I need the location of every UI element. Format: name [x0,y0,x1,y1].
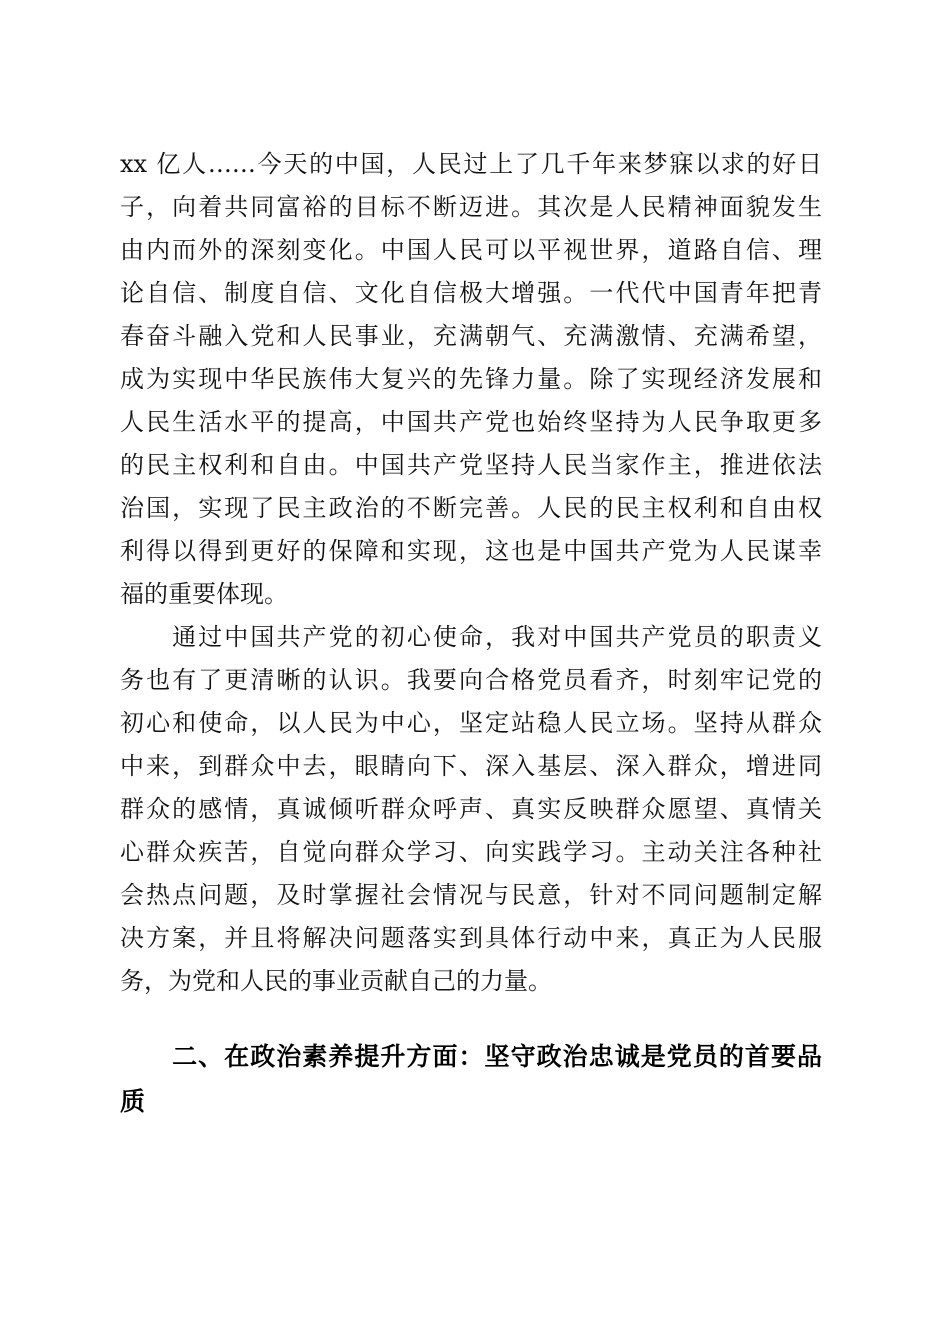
paragraph-line: 成为实现中华民族伟大复兴的先锋力量。除了实现经济发展和 [120,365,822,393]
paragraph-line: 群众的感情，真诚倾听群众呼声、真实反映群众愿望、真情关 [120,795,822,823]
paragraph-line: 会热点问题，及时掌握社会情况与民意，针对不同问题制定解 [120,881,822,909]
paragraph-line: 的民主权利和自由。中国共产党坚持人民当家作主，推进依法 [120,451,822,479]
paragraph-line: xx 亿人……今天的中国，人民过上了几千年来梦寐以求的好日 [120,150,822,178]
paragraph-line: 决方案，并且将解决问题落实到具体行动中来，真正为人民服 [120,924,822,952]
heading-line: 质 [120,1087,146,1116]
paragraph-line: 中来，到群众中去，眼睛向下、深入基层、深入群众，增进同 [120,752,822,780]
paragraph-line: 务，为党和人民的事业贡献自己的力量。 [120,967,552,995]
paragraph-line: 利得以得到更好的保障和实现，这也是中国共产党为人民谋幸 [120,537,822,565]
paragraph-2 [120,619,822,999]
paragraph-line: 通过中国共产党的初心使命，我对中国共产党员的职责义 [120,623,822,651]
paragraph-line: 由内而外的深刻变化。中国人民可以平视世界，道路自信、理 [120,236,822,264]
section-heading [120,1039,822,1123]
paragraph-line: 治国，实现了民主政治的不断完善。人民的民主权利和自由权 [120,494,822,522]
paragraph-line: 论自信、制度自信、文化自信极大增强。一代代中国青年把青 [120,279,822,307]
paragraph-line: 心群众疾苦，自觉向群众学习、向实践学习。主动关注各种社 [120,838,822,866]
heading-line: 二、在政治素养提升方面：坚守政治忠诚是党员的首要品 [120,1042,822,1071]
paragraph-1 [120,146,822,608]
paragraph-line: 福的重要体现。 [120,580,288,608]
paragraph-line: 春奋斗融入党和人民事业，充满朝气、充满激情、充满希望， [120,322,822,350]
paragraph-line: 务也有了更清晰的认识。我要向合格党员看齐，时刻牢记党的 [120,666,822,694]
paragraph-line: 人民生活水平的提高，中国共产党也始终坚持为人民争取更多 [120,408,822,436]
paragraph-line: 子，向着共同富裕的目标不断迈进。其次是人民精神面貌发生 [120,193,822,221]
paragraph-line: 初心和使命，以人民为中心，坚定站稳人民立场。坚持从群众 [120,709,822,737]
